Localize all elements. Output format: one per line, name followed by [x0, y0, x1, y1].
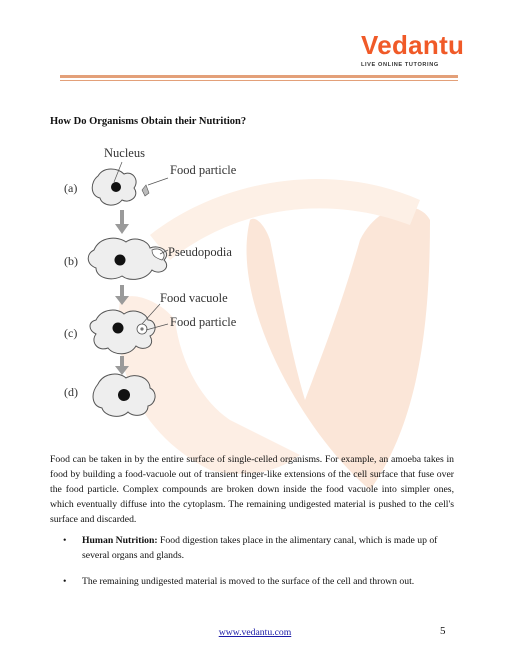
bullet-text: The remaining undigested material is moved to the surface of the cell and thrown out. [82, 576, 415, 587]
header-rule [60, 75, 458, 78]
label-food-vacuole: Food vacuole [160, 291, 228, 305]
header-rule-thin [60, 80, 458, 81]
label-food-particle-c: Food particle [170, 315, 237, 329]
page-number: 5 [440, 625, 446, 637]
arrow-down-icon [115, 285, 129, 305]
amoeba-cell-c [90, 310, 155, 354]
amoeba-nutrition-diagram [60, 140, 280, 420]
arrow-down-icon [115, 356, 129, 375]
arrow-down-icon [115, 210, 129, 234]
stage-label-d: (d) [64, 385, 78, 399]
amoeba-cell-d [93, 374, 155, 416]
stage-label-c: (c) [64, 326, 78, 340]
leader-line [148, 178, 168, 185]
food-particle-a-icon [142, 185, 149, 196]
logo-wordmark: Vedantu [361, 30, 465, 60]
list-item [50, 533, 454, 563]
stage-label-b: (b) [64, 254, 78, 268]
logo-tagline: LIVE ONLINE TUTORING [361, 62, 439, 68]
body-paragraph: Food can be taken in by the entire surface of single-celled organisms. For example, an amoeba takes in food by building a food-vacuole out of transient finger-like extensions of the cell surface that fuse over the food particle. Complex compounds are broken down inside the food vacuole into simpler ones, which eventually diffuse into the cytoplasm. The remaining undigested material is pushed to the cell's surface and discarded. [50, 454, 454, 525]
label-pseudopodia: Pseudopodia [168, 245, 232, 259]
bullet-bold-label: Human Nutrition: [82, 535, 158, 546]
bullet-list [50, 533, 454, 589]
label-food-particle-a: Food particle [170, 163, 237, 177]
bullet-icon: • [63, 576, 67, 587]
label-nucleus: Nucleus [104, 146, 145, 160]
bullet-text: Food digestion takes place in the alimentary canal, which is made up of several organs and glands. [82, 535, 438, 561]
list-item [50, 574, 454, 589]
amoeba-cell-b [88, 238, 166, 279]
stage-label-a: (a) [64, 181, 78, 195]
section-heading: How Do Organisms Obtain their Nutrition? [50, 116, 247, 127]
amoeba-cell-a [92, 169, 136, 205]
website-link[interactable]: www.vedantu.com [218, 627, 292, 638]
vedantu-logo[interactable] [361, 30, 471, 70]
bullet-icon: • [63, 535, 67, 546]
footer [0, 627, 510, 638]
